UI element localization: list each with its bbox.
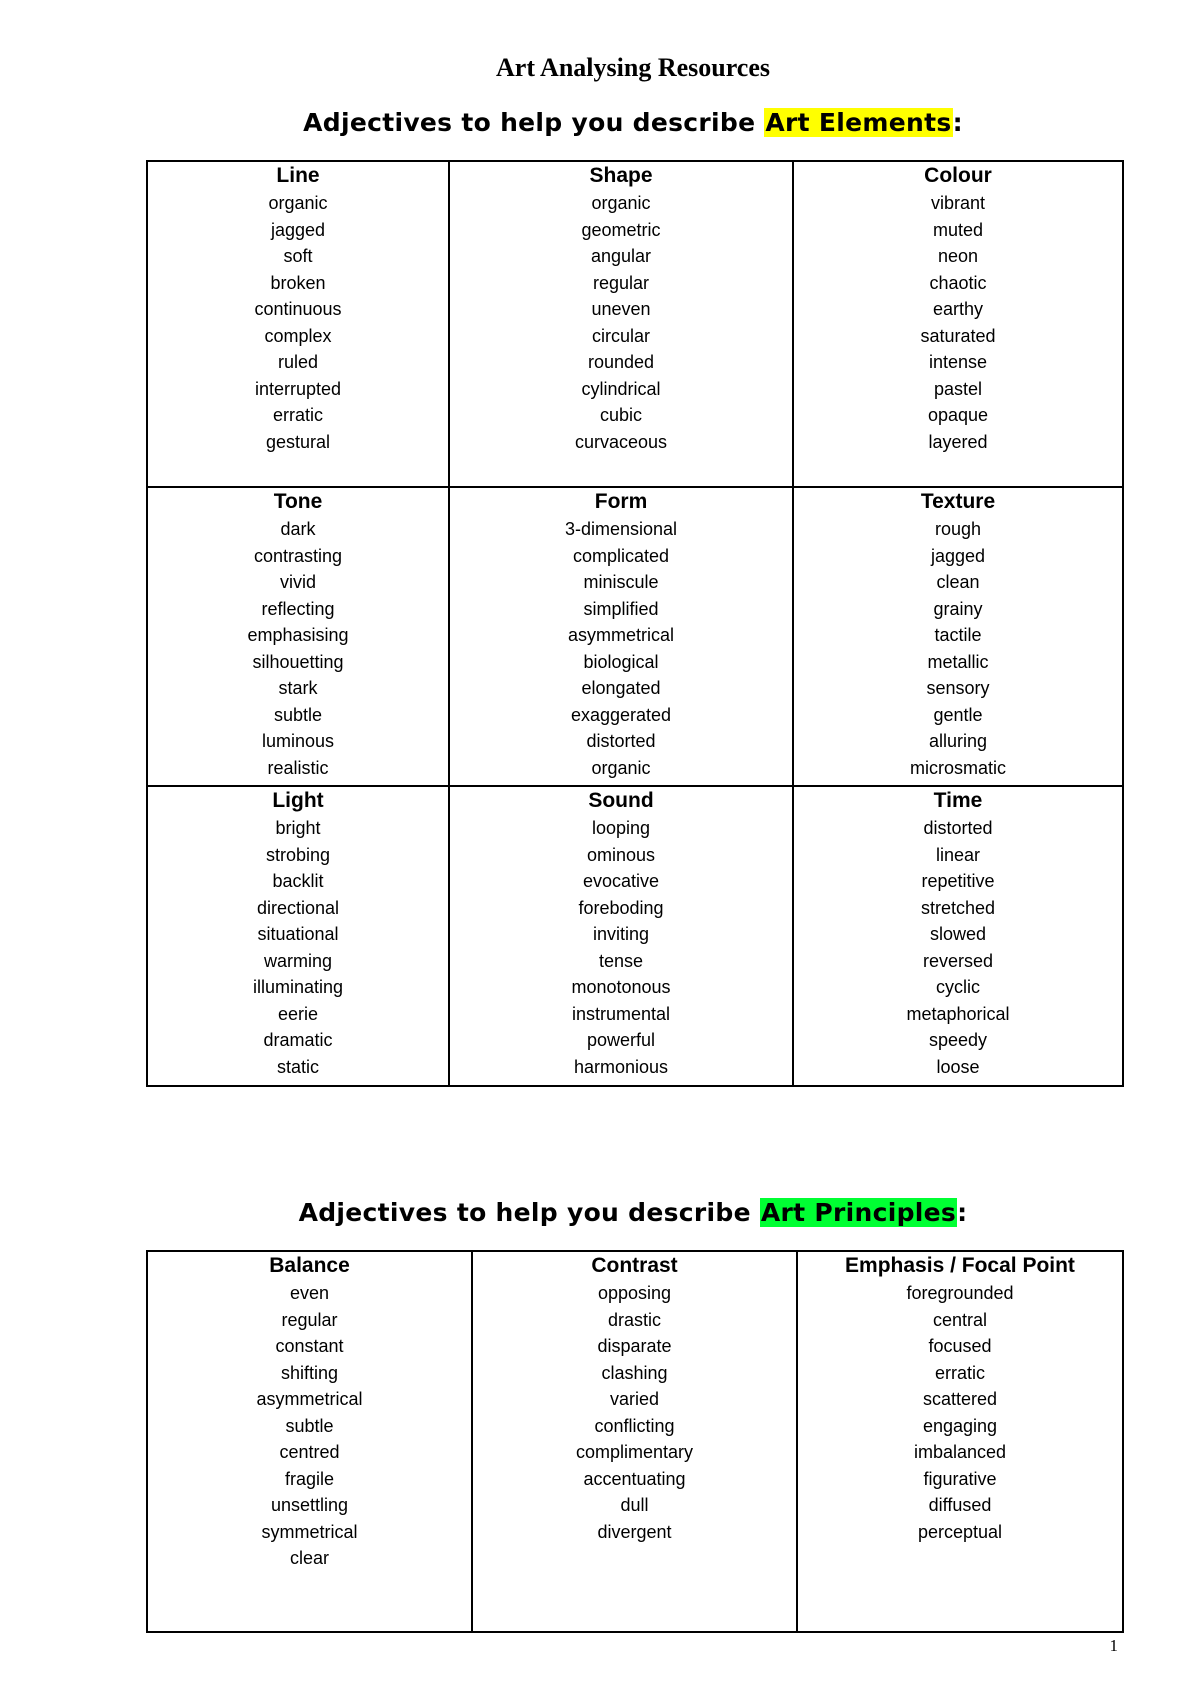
- adjective-item: layered: [928, 431, 988, 452]
- elements-heading-prefix: Adjectives to help you describe: [303, 108, 765, 137]
- adjective-item: constant: [275, 1336, 344, 1356]
- adjective-item: miniscule: [583, 572, 659, 592]
- adjective-item: linear: [935, 844, 981, 865]
- adjective-item: stark: [278, 678, 318, 698]
- adjective-item: rough: [934, 519, 982, 539]
- adjective-item: slowed: [929, 924, 987, 944]
- word-list: [794, 516, 1122, 781]
- table-cell: [147, 487, 449, 786]
- adjective-item: vivid: [279, 572, 316, 592]
- adjective-item: repetitive: [921, 871, 995, 891]
- adjective-item: varied: [609, 1389, 660, 1409]
- adjective-item: subtle: [285, 1415, 334, 1436]
- adjective-item: jagged: [930, 545, 986, 566]
- elements-section-heading: [0, 108, 1200, 137]
- adjective-item: warming: [263, 950, 333, 971]
- adjective-item: unsettling: [270, 1495, 349, 1515]
- adjective-item: disparate: [597, 1336, 672, 1356]
- adjective-item: saturated: [920, 325, 996, 346]
- adjective-item: dark: [280, 519, 316, 539]
- cell-heading: Emphasis / Focal Point: [845, 1254, 1075, 1277]
- adjective-item: metaphorical: [906, 1003, 1010, 1024]
- adjective-item: metallic: [927, 651, 989, 672]
- adjective-item: complex: [264, 325, 332, 346]
- adjective-item: imbalanced: [913, 1442, 1007, 1462]
- adjective-item: rounded: [587, 352, 655, 372]
- adjective-item: curvaceous: [574, 431, 668, 452]
- art-principles-table: [146, 1250, 1124, 1633]
- adjective-item: organic: [268, 193, 328, 213]
- adjective-item: distorted: [586, 731, 656, 751]
- table-cell: [449, 487, 793, 786]
- adjective-item: evocative: [582, 871, 660, 891]
- cell-heading: Time: [933, 789, 983, 812]
- adjective-item: gentle: [933, 704, 983, 725]
- principles-section-heading: [0, 1198, 1200, 1227]
- adjective-item: shifting: [280, 1362, 339, 1383]
- elements-heading-suffix: :: [952, 108, 963, 137]
- adjective-item: illuminating: [252, 977, 344, 997]
- adjective-item: asymmetrical: [567, 625, 674, 645]
- adjective-item: dull: [620, 1495, 649, 1515]
- adjective-item: cylindrical: [581, 378, 661, 399]
- adjective-item: neon: [937, 246, 979, 266]
- adjective-item: ominous: [586, 844, 656, 865]
- word-list: [450, 516, 792, 781]
- adjective-item: conflicting: [594, 1415, 675, 1436]
- table-cell: [793, 786, 1123, 1086]
- adjective-item: focused: [928, 1336, 992, 1356]
- adjective-item: exaggerated: [570, 704, 672, 725]
- adjective-item: microsmatic: [909, 757, 1006, 778]
- table-cell: [147, 161, 449, 487]
- table-cell: [793, 161, 1123, 487]
- adjective-item: instrumental: [571, 1003, 671, 1024]
- cell-heading: Contrast: [591, 1254, 678, 1277]
- adjective-item: cubic: [599, 405, 643, 425]
- adjective-item: broken: [270, 272, 326, 293]
- adjective-item: subtle: [273, 704, 323, 725]
- adjective-item: regular: [281, 1309, 338, 1330]
- adjective-item: divergent: [597, 1521, 672, 1542]
- adjective-item: simplified: [583, 598, 659, 619]
- adjective-item: realistic: [267, 757, 329, 778]
- adjective-item: scattered: [922, 1389, 998, 1409]
- adjective-item: drastic: [607, 1309, 661, 1330]
- adjective-item: speedy: [928, 1030, 988, 1050]
- adjective-item: erratic: [934, 1362, 985, 1383]
- adjective-item: sensory: [926, 678, 990, 698]
- adjective-item: soft: [283, 246, 313, 266]
- word-list: [794, 190, 1122, 455]
- word-list: [148, 190, 448, 455]
- adjective-item: uneven: [591, 299, 651, 319]
- adjective-item: jagged: [270, 219, 326, 240]
- adjective-item: harmonious: [573, 1056, 669, 1077]
- adjective-item: fragile: [284, 1468, 335, 1489]
- cell-heading: Sound: [588, 789, 654, 812]
- adjective-item: eerie: [277, 1003, 319, 1024]
- adjective-item: angular: [590, 246, 652, 266]
- adjective-item: elongated: [581, 678, 661, 698]
- cell-heading: Colour: [924, 164, 992, 187]
- adjective-item: foregrounded: [906, 1283, 1014, 1303]
- adjective-item: silhouetting: [252, 651, 344, 672]
- adjective-item: alluring: [928, 731, 988, 751]
- principles-heading-suffix: :: [957, 1198, 968, 1227]
- principles-heading-highlight: Art Principles: [760, 1198, 957, 1227]
- cell-heading: Light: [272, 789, 324, 812]
- adjective-item: inviting: [592, 924, 650, 944]
- word-list: [450, 190, 792, 455]
- adjective-item: 3-dimensional: [564, 519, 678, 539]
- adjective-item: clean: [936, 572, 980, 592]
- adjective-item: asymmetrical: [256, 1389, 363, 1409]
- adjective-item: situational: [257, 924, 339, 944]
- adjective-item: strobing: [265, 844, 331, 865]
- word-list: [148, 516, 448, 781]
- table-cell: [797, 1251, 1123, 1632]
- adjective-item: perceptual: [917, 1521, 1003, 1542]
- page-title: Art Analysing Resources: [496, 53, 770, 82]
- adjective-item: opposing: [597, 1283, 672, 1303]
- adjective-item: stretched: [920, 897, 996, 918]
- adjective-item: pastel: [933, 378, 983, 399]
- word-list: [794, 815, 1122, 1080]
- adjective-item: emphasising: [247, 625, 349, 645]
- adjective-item: figurative: [923, 1468, 997, 1489]
- adjective-item: directional: [256, 897, 340, 918]
- adjective-item: earthy: [932, 299, 984, 319]
- adjective-item: erratic: [272, 405, 323, 425]
- page-number: 1: [1109, 1636, 1118, 1655]
- adjective-item: diffused: [928, 1495, 992, 1515]
- adjective-item: muted: [932, 219, 984, 240]
- table-cell: [449, 161, 793, 487]
- adjective-item: cyclic: [936, 977, 980, 997]
- principles-heading-prefix: Adjectives to help you describe: [298, 1198, 760, 1227]
- adjective-item: backlit: [272, 871, 324, 891]
- adjective-item: luminous: [261, 731, 335, 751]
- adjective-item: gestural: [265, 431, 331, 452]
- adjective-item: organic: [591, 757, 651, 778]
- adjective-item: looping: [591, 818, 651, 838]
- adjective-item: interrupted: [254, 378, 342, 399]
- adjective-item: monotonous: [571, 977, 671, 997]
- adjective-item: ruled: [277, 352, 319, 372]
- adjective-item: tactile: [934, 625, 982, 645]
- table-cell: [793, 487, 1123, 786]
- table-cell: [147, 1251, 472, 1632]
- cell-heading: Form: [594, 490, 648, 513]
- word-list: [798, 1280, 1122, 1545]
- adjective-item: clear: [289, 1548, 329, 1568]
- cell-heading: Shape: [589, 164, 653, 187]
- word-list: [148, 815, 448, 1080]
- cell-heading: Texture: [920, 490, 996, 513]
- cell-heading: Balance: [269, 1254, 350, 1277]
- adjective-item: circular: [591, 325, 650, 346]
- adjective-item: accentuating: [583, 1468, 686, 1489]
- adjective-item: dramatic: [263, 1030, 333, 1050]
- table-cell: [147, 786, 449, 1086]
- adjective-item: biological: [583, 651, 659, 672]
- adjective-item: geometric: [581, 219, 661, 240]
- adjective-item: loose: [936, 1056, 980, 1077]
- adjective-item: complicated: [572, 545, 670, 566]
- adjective-item: powerful: [586, 1030, 656, 1050]
- art-elements-table: [146, 160, 1124, 1087]
- adjective-item: vibrant: [930, 193, 986, 213]
- table-cell: [472, 1251, 797, 1632]
- adjective-item: contrasting: [253, 545, 343, 566]
- adjective-item: regular: [592, 272, 650, 293]
- adjective-item: static: [276, 1056, 319, 1077]
- adjective-item: grainy: [933, 598, 983, 619]
- cell-heading: Tone: [273, 490, 323, 513]
- adjective-item: reversed: [922, 950, 994, 971]
- word-list: [148, 1280, 471, 1572]
- adjective-item: distorted: [923, 818, 993, 838]
- adjective-item: continuous: [254, 299, 342, 319]
- elements-heading-highlight: Art Elements: [765, 108, 952, 137]
- cell-heading: Line: [276, 164, 320, 187]
- adjective-item: reflecting: [261, 598, 335, 619]
- adjective-item: symmetrical: [261, 1521, 358, 1542]
- adjective-item: complimentary: [575, 1442, 694, 1462]
- adjective-item: clashing: [601, 1362, 668, 1383]
- adjective-item: chaotic: [929, 272, 987, 293]
- adjective-item: even: [289, 1283, 330, 1303]
- table-cell: [449, 786, 793, 1086]
- adjective-item: foreboding: [578, 897, 664, 918]
- word-list: [450, 815, 792, 1080]
- adjective-item: organic: [591, 193, 651, 213]
- adjective-item: engaging: [922, 1415, 998, 1436]
- adjective-item: opaque: [927, 405, 989, 425]
- adjective-item: central: [932, 1309, 988, 1330]
- adjective-item: centred: [279, 1442, 340, 1462]
- adjective-item: intense: [928, 352, 988, 372]
- adjective-item: tense: [598, 950, 644, 971]
- word-list: [473, 1280, 796, 1545]
- adjective-item: bright: [275, 818, 321, 838]
